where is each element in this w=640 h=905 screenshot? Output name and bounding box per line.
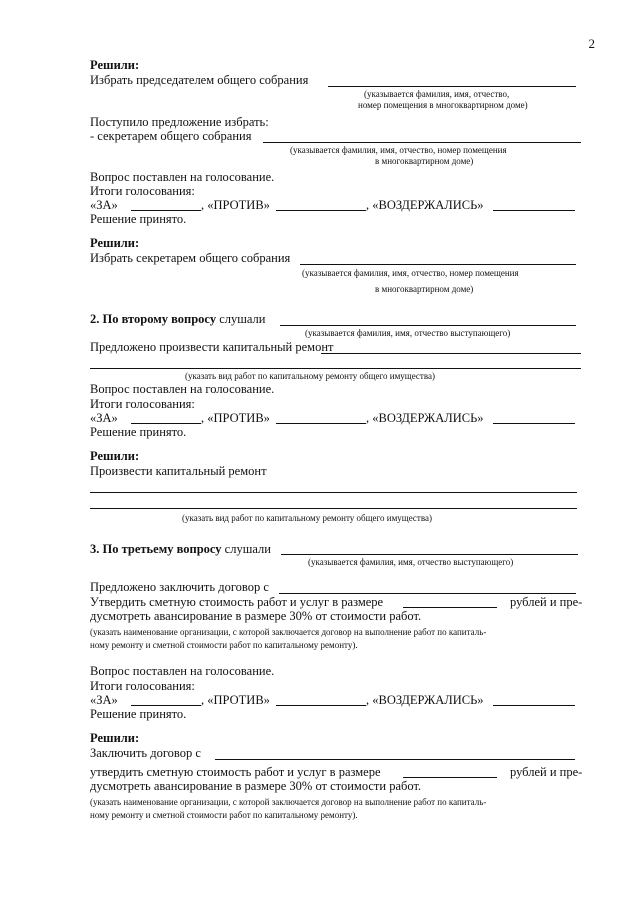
- field-hint: (указывается фамилия, имя, отчество, номер помещения: [290, 145, 507, 155]
- q3-speaker-field[interactable]: [281, 554, 578, 555]
- resolved-contract-text: Заключить договор с: [90, 746, 201, 760]
- resolved-heading: Решили:: [90, 449, 140, 463]
- page-number: 2: [588, 36, 595, 51]
- resolved-heading: Решили:: [90, 58, 140, 72]
- field-hint: (указывается фамилия, имя, отчество выступающего): [305, 328, 511, 338]
- q2-speaker-field[interactable]: [280, 325, 576, 326]
- note-text: ному ремонту и сметной стоимости работ по капитальному ремонту).: [90, 810, 358, 820]
- resolved-chairman-text: Избрать председателем общего собрания: [90, 73, 309, 87]
- q3-contractor-field[interactable]: [279, 593, 576, 594]
- vote-for-field[interactable]: [131, 423, 201, 424]
- chairman-name-field[interactable]: [328, 86, 576, 87]
- resolved-heading: Решили:: [90, 731, 140, 745]
- vote-abstain-field[interactable]: [493, 423, 575, 424]
- vote-against-field[interactable]: [276, 423, 366, 424]
- note-text: (указать наименование организации, с которой заключается договор на выполнение работ по капиталь-: [90, 797, 487, 807]
- question-2-title: [90, 312, 265, 326]
- proposal-heading: Поступило предложение избрать:: [90, 115, 269, 129]
- resolved-repair-text: Произвести капитальный ремонт: [90, 464, 267, 478]
- note-text: ному ремонту и сметной стоимости работ по капитальному ремонту).: [90, 640, 358, 650]
- vote-against-field[interactable]: [276, 705, 366, 706]
- vote-results-label: Итоги голосования:: [90, 184, 195, 198]
- vote-against-label: , «ПРОТИВ»: [201, 693, 270, 707]
- question-3-listened: слушали: [221, 542, 271, 556]
- vote-put: Вопрос поставлен на голосование.: [90, 170, 275, 184]
- vote-put: Вопрос поставлен на голосование.: [90, 382, 275, 396]
- vote-for-label: «ЗА»: [90, 198, 118, 212]
- resolved-approve-text: утвердить сметную стоимость работ и услуг в размере: [90, 765, 381, 779]
- vote-against-label: , «ПРОТИВ»: [201, 198, 270, 212]
- decision-accepted: Решение принято.: [90, 707, 187, 721]
- vote-against-field[interactable]: [276, 210, 366, 211]
- vote-against-label: , «ПРОТИВ»: [201, 411, 270, 425]
- resolved-rubles-text: рублей и пре-: [510, 765, 583, 779]
- field-hint: (указать вид работ по капитальному ремонту общего имущества): [185, 371, 435, 381]
- vote-abstain-label: , «ВОЗДЕРЖАЛИСЬ»: [366, 693, 484, 707]
- q2-repair-field-cont[interactable]: [90, 368, 581, 369]
- vote-abstain-field[interactable]: [493, 705, 575, 706]
- q2-repair-field[interactable]: [321, 353, 581, 354]
- vote-abstain-label: , «ВОЗДЕРЖАЛИСЬ»: [366, 198, 484, 212]
- contractor-field[interactable]: [215, 759, 575, 760]
- q2-proposed-text: Предложено произвести капитальный ремонт: [90, 340, 334, 354]
- q3-approve-text: Утвердить сметную стоимость работ и услуг в размере: [90, 595, 384, 609]
- resolved-heading: Решили:: [90, 236, 140, 250]
- vote-results-label: Итоги голосования:: [90, 397, 195, 411]
- repair-type-field[interactable]: [90, 492, 577, 493]
- question-3-number: 3. По третьему вопросу: [90, 542, 222, 556]
- decision-accepted: Решение принято.: [90, 425, 187, 439]
- secretary-name-field[interactable]: [263, 142, 581, 143]
- resolved-secretary-text: Избрать секретарем общего собрания: [90, 251, 291, 265]
- q3-cost-field[interactable]: [403, 607, 497, 608]
- vote-abstain-field[interactable]: [493, 210, 575, 211]
- field-hint: (указывается фамилия, имя, отчество выступающего): [308, 557, 514, 567]
- decision-accepted: Решение принято.: [90, 212, 187, 226]
- proposal-secretary-text: - секретарем общего собрания: [90, 129, 252, 143]
- repair-type-field-cont[interactable]: [90, 508, 577, 509]
- vote-for-field[interactable]: [131, 210, 201, 211]
- secretary-elected-field[interactable]: [300, 264, 576, 265]
- question-3-title: [90, 542, 271, 556]
- q3-contract-text: Предложено заключить договор с: [90, 580, 269, 594]
- field-hint: (указать вид работ по капитальному ремонту общего имущества): [182, 513, 432, 523]
- vote-for-field[interactable]: [131, 705, 201, 706]
- field-hint: номер помещения в многоквартирном доме): [358, 100, 528, 110]
- field-hint: в многоквартирном доме): [375, 156, 474, 166]
- vote-results-label: Итоги голосования:: [90, 679, 195, 693]
- resolved-advance-text: дусмотреть авансирование в размере 30% от стоимости работ.: [90, 779, 422, 793]
- note-text: (указать наименование организации, с которой заключается договор на выполнение работ по капиталь-: [90, 627, 487, 637]
- q3-advance-text: дусмотреть авансирование в размере 30% от стоимости работ.: [90, 609, 422, 623]
- question-2-listened: слушали: [216, 312, 266, 326]
- field-hint: (указывается фамилия, имя, отчество,: [364, 89, 510, 99]
- vote-put: Вопрос поставлен на голосование.: [90, 664, 275, 678]
- field-hint: (указывается фамилия, имя, отчество, номер помещения: [302, 268, 519, 278]
- field-hint: в многоквартирном доме): [375, 284, 474, 294]
- q3-rubles-text: рублей и пре-: [510, 595, 583, 609]
- cost-field[interactable]: [403, 777, 497, 778]
- vote-for-label: «ЗА»: [90, 411, 118, 425]
- vote-for-label: «ЗА»: [90, 693, 118, 707]
- question-2-number: 2. По второму вопросу: [90, 312, 217, 326]
- vote-abstain-label: , «ВОЗДЕРЖАЛИСЬ»: [366, 411, 484, 425]
